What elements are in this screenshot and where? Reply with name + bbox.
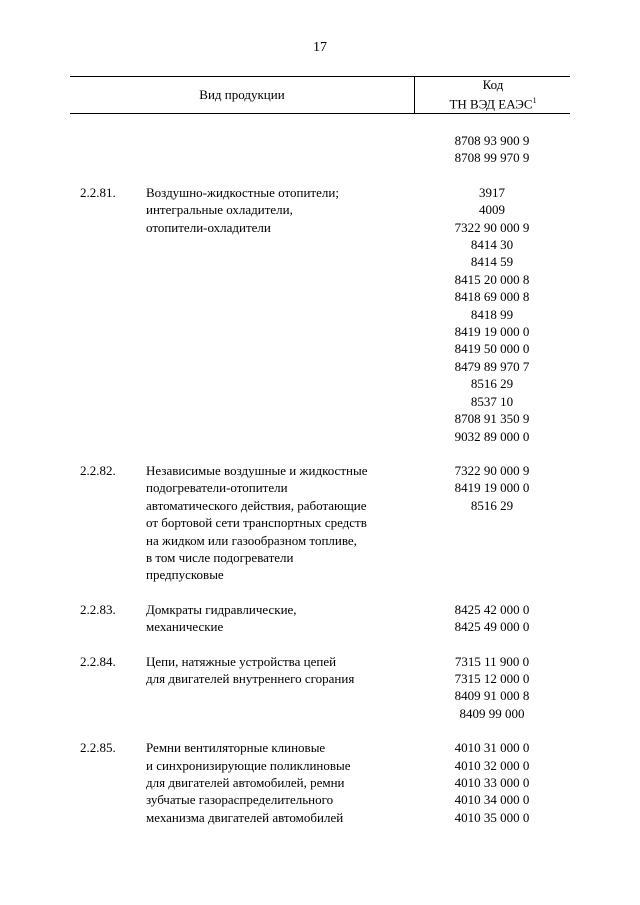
page-number: 17 — [313, 40, 327, 55]
code-value: 4010 32 000 0 — [454, 757, 530, 773]
row-number: 2.2.85. — [80, 740, 116, 756]
code-value: 7315 12 000 0 — [454, 670, 530, 686]
row-description — [146, 462, 414, 584]
code-header-line2 — [449, 93, 536, 112]
row-codes — [414, 739, 570, 826]
code-value: 8414 30 — [470, 237, 514, 253]
code-value: 8479 89 970 7 — [454, 358, 530, 374]
continuation-row — [70, 132, 570, 167]
table-row — [70, 462, 570, 584]
row-number: 2.2.82. — [80, 462, 116, 478]
code-value: 8419 19 000 0 — [454, 324, 530, 340]
description-line: Независимые воздушные и жидкостные — [146, 462, 368, 478]
code-value: 9032 89 000 0 — [454, 428, 530, 444]
row-codes — [414, 132, 570, 167]
code-value: 8415 20 000 8 — [454, 271, 530, 287]
code-value: 4010 35 000 0 — [454, 809, 530, 825]
code-value: 7322 90 000 9 — [454, 462, 530, 478]
code-value: 8409 99 000 — [459, 705, 525, 721]
code-header-text: ТН ВЭД ЕАЭС — [449, 96, 533, 112]
footnote-marker: 1 — [532, 96, 537, 106]
description-line: и синхронизирующие поликлиновые — [146, 757, 351, 773]
description-line: механизма двигателей автомобилей — [146, 809, 344, 825]
row-description — [146, 653, 414, 723]
row-description — [146, 601, 414, 636]
code-value: 4010 33 000 0 — [454, 775, 530, 790]
description-line: от бортовой сети транспортных средств — [146, 515, 367, 531]
code-header-line1: Код — [482, 77, 504, 93]
table-body — [70, 132, 570, 826]
description-line: на жидком или газообразном топливе, — [146, 532, 357, 548]
code-value: 8419 19 000 0 — [454, 480, 530, 496]
code-value: 8418 99 — [470, 306, 514, 322]
row-number: 2.2.81. — [80, 184, 116, 200]
code-value: 3917 — [479, 184, 505, 200]
row-number: 2.2.84. — [80, 653, 116, 669]
product-column-header: Вид продукции — [199, 87, 285, 102]
table-row — [70, 184, 570, 445]
table-header — [70, 76, 570, 114]
code-value: 8419 50 000 0 — [454, 341, 530, 357]
row-description-empty — [146, 132, 414, 167]
description-line: подогреватели-отопители — [146, 480, 288, 496]
table-row — [70, 601, 570, 636]
code-value: 4009 — [479, 202, 505, 218]
description-line: Цепи, натяжные устройства цепей — [146, 653, 337, 669]
row-codes — [414, 184, 570, 445]
description-line: Ремни вентиляторные клиновые — [146, 740, 326, 756]
code-value: 8537 10 — [470, 393, 514, 409]
code-value: 8516 29 — [470, 497, 514, 513]
description-line: Воздушно-жидкостные отопители; — [146, 184, 339, 200]
code-value: 7322 90 000 9 — [454, 219, 530, 235]
row-number: 2.2.83. — [80, 601, 116, 617]
code-value: 8516 29 — [470, 376, 514, 392]
code-value: 8708 91 350 9 — [454, 411, 530, 427]
code-value: 8425 42 000 0 — [454, 601, 530, 617]
description-line: в том числе подогреватели — [146, 549, 294, 565]
code-value: 8418 69 000 8 — [454, 289, 530, 305]
code-value: 8414 59 — [470, 254, 514, 270]
description-line: для двигателей автомобилей, ремни — [146, 775, 345, 790]
code-column-header — [414, 77, 571, 113]
row-description — [146, 184, 414, 445]
row-codes — [414, 462, 570, 584]
description-line: предпусковые — [146, 567, 224, 583]
code-value: 8425 49 000 0 — [454, 619, 530, 635]
row-codes — [414, 653, 570, 723]
description-line: Домкраты гидравлические, — [146, 601, 297, 617]
code-value: 8708 99 970 9 — [454, 150, 530, 166]
description-line: зубчатые газораспределительного — [146, 792, 334, 808]
description-line: для двигателей внутреннего сгорания — [146, 670, 355, 686]
row-number-empty — [70, 132, 146, 167]
description-line: автоматического действия, работающие — [146, 497, 367, 513]
code-value: 4010 31 000 0 — [454, 740, 530, 756]
code-value: 7315 11 900 0 — [454, 653, 530, 669]
table-row — [70, 739, 570, 826]
table-row — [70, 653, 570, 723]
code-value: 4010 34 000 0 — [454, 792, 530, 808]
code-value: 8708 93 900 9 — [454, 133, 530, 148]
description-line: механические — [146, 619, 224, 635]
code-value: 8409 91 000 8 — [454, 688, 530, 704]
row-codes — [414, 601, 570, 636]
row-description — [146, 739, 414, 826]
description-line: интегральные охладители, — [146, 202, 293, 218]
description-line: отопители-охладители — [146, 219, 271, 235]
